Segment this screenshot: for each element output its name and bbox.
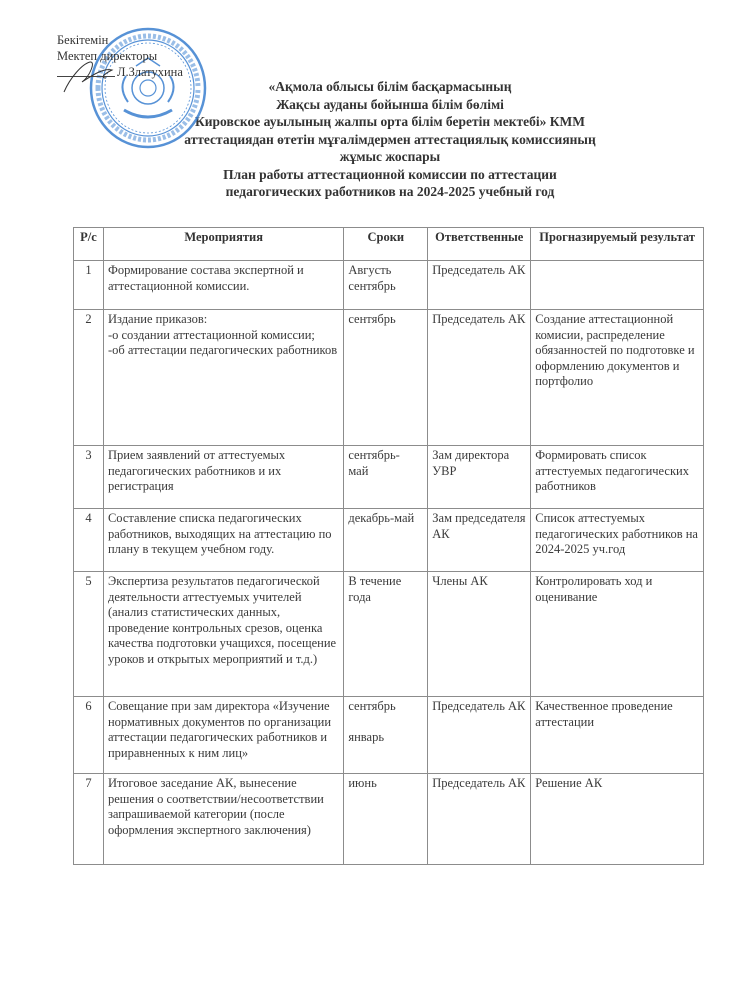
row-term: июнь (344, 774, 428, 865)
row-result: Список аттестуемых педагогических работников на 2024-2025 уч.год (531, 509, 704, 572)
row-number: 4 (74, 509, 104, 572)
row-term: сентябрь- май (344, 446, 428, 509)
row-responsible: Председатель АК (428, 261, 531, 310)
document-title (140, 78, 640, 201)
row-result: Качественное проведение аттестации (531, 697, 704, 774)
approval-title: Бекітемін (57, 33, 109, 47)
row-responsible: Председатель АК (428, 774, 531, 865)
title-line-2: Жақсы ауданы бойынша білім бөлімі (276, 96, 504, 112)
title-line-6: План работы аттестационной комиссии по аттестации (223, 166, 557, 182)
row-result: Формировать список аттестуемых педагогических работников (531, 446, 704, 509)
row-number: 3 (74, 446, 104, 509)
row-result (531, 261, 704, 310)
row-event: Итоговое заседание АК, вынесение решения о соответствии/несоответствии запрашиваемой категории (после оформления экспертного заключения) (103, 774, 343, 865)
row-number: 5 (74, 572, 104, 697)
row-responsible: Зам председателя АК (428, 509, 531, 572)
row-number: 1 (74, 261, 104, 310)
row-result: Решение АК (531, 774, 704, 865)
title-line-4: аттестациядан өтетін мұғалімдермен аттестациялық комиссияның (184, 131, 596, 147)
row-event: Экспертиза результатов педагогической деятельности аттестуемых учителей (анализ статистических данных, проведение контрольных срезов, оценка качества подготовки учащихся, посещение уроков и открытых мероприятий и т.д.) (103, 572, 343, 697)
attestation-plan-table (73, 227, 704, 865)
row-term: Августь сентябрь (344, 261, 428, 310)
table-row (74, 261, 704, 310)
row-result: Контролировать ход и оценивание (531, 572, 704, 697)
row-event: Совещание при зам директора «Изучение нормативных документов по организации аттестации педагогических работников и приравненных к ним лиц» (103, 697, 343, 774)
col-header-responsible: Ответственные (428, 228, 531, 261)
col-header-result: Прогназируемый результат (531, 228, 704, 261)
row-number: 7 (74, 774, 104, 865)
row-event: Прием заявлений от аттестуемых педагогических работников и их регистрация (103, 446, 343, 509)
row-term: сентябрь январь (344, 697, 428, 774)
table-row (74, 774, 704, 865)
signature-icon (60, 58, 120, 94)
table-row (74, 572, 704, 697)
row-result: Создание аттестационной комисии, распределение обязанностей по подготовке и оформлению документов и портфолио (531, 310, 704, 446)
row-responsible: Зам директора УВР (428, 446, 531, 509)
row-term: сентябрь (344, 310, 428, 446)
row-term: декабрь-май (344, 509, 428, 572)
approval-position: Мектеп директоры (57, 49, 158, 63)
row-number: 2 (74, 310, 104, 446)
col-header-events: Мероприятия (103, 228, 343, 261)
col-header-number: Р/с (74, 228, 104, 261)
title-line-5: жұмыс жоспары (339, 149, 441, 164)
row-number: 6 (74, 697, 104, 774)
table-row (74, 446, 704, 509)
table-row (74, 697, 704, 774)
row-responsible: Председатель АК (428, 310, 531, 446)
row-responsible: Члены АК (428, 572, 531, 697)
approval-signer: Л.Златухина (57, 64, 183, 80)
title-line-1: «Ақмола облысы білім басқармасының (268, 79, 512, 94)
row-term: В течение года (344, 572, 428, 697)
table-row (74, 509, 704, 572)
title-line-7: педагогических работников на 2024-2025 учебный год (225, 184, 555, 199)
row-responsible: Председатель АК (428, 697, 531, 774)
row-event: Формирование состава экспертной и аттестационной комиссии. (103, 261, 343, 310)
col-header-terms: Сроки (344, 228, 428, 261)
row-event: Составление списка педагогических работников, выходящих на аттестацию по плану в текущем учебном году. (103, 509, 343, 572)
row-event: Издание приказов: -о создании аттестационной комиссии; -об аттестации педагогических работников (103, 310, 343, 446)
table-header-row (74, 228, 704, 261)
title-line-3: Кировское ауылының жалпы орта білім беретін мектебі» КММ (194, 114, 585, 129)
table-row (74, 310, 704, 446)
